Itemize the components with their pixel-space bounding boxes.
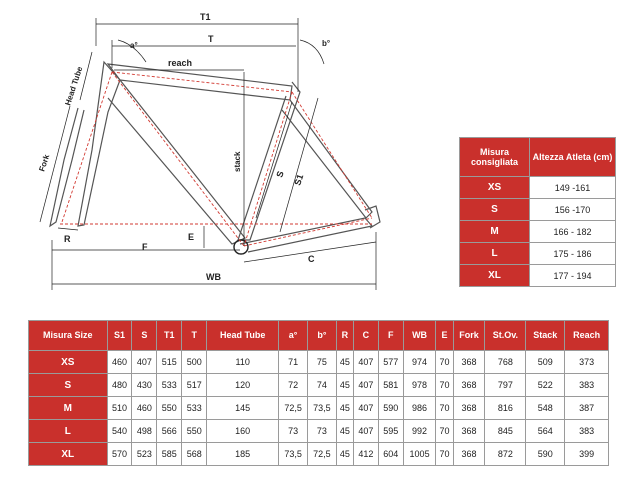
geo-header-cell: T1 xyxy=(157,321,182,351)
geo-value-cell: 460 xyxy=(107,351,132,374)
geo-value-cell: 387 xyxy=(565,397,609,420)
geo-value-cell: 45 xyxy=(336,397,353,420)
size-cell: S xyxy=(460,199,530,221)
geo-header-cell: C xyxy=(353,321,378,351)
geo-value-cell: 510 xyxy=(107,397,132,420)
geo-header-cell: Fork xyxy=(453,321,485,351)
size-row xyxy=(460,177,616,199)
geo-value-cell: 407 xyxy=(353,397,378,420)
geo-value-cell: 74 xyxy=(308,374,337,397)
geo-value-cell: 548 xyxy=(526,397,565,420)
geo-value-cell: 498 xyxy=(132,420,157,443)
geo-value-cell: 407 xyxy=(132,351,157,374)
geo-value-cell: 522 xyxy=(526,374,565,397)
geo-size-cell: S xyxy=(29,374,108,397)
frame-centerlines xyxy=(60,72,372,246)
size-row xyxy=(460,199,616,221)
dimension-lines xyxy=(40,18,376,290)
geo-value-cell: 373 xyxy=(565,351,609,374)
geo-value-cell: 160 xyxy=(207,420,279,443)
geo-header-cell: Reach xyxy=(565,321,609,351)
geo-value-cell: 566 xyxy=(157,420,182,443)
geo-value-cell: 595 xyxy=(378,420,403,443)
geo-value-cell: 45 xyxy=(336,420,353,443)
geo-header-cell: b° xyxy=(308,321,337,351)
size-table-header xyxy=(460,138,616,177)
geo-value-cell: 70 xyxy=(436,420,453,443)
geo-value-cell: 70 xyxy=(436,351,453,374)
geo-value-cell: 540 xyxy=(107,420,132,443)
geometry-row xyxy=(29,443,609,466)
geo-value-cell: 70 xyxy=(436,397,453,420)
geometry-row xyxy=(29,351,609,374)
geo-value-cell: 590 xyxy=(526,443,565,466)
geo-header-cell: Misura Size xyxy=(29,321,108,351)
geo-value-cell: 383 xyxy=(565,420,609,443)
geo-value-cell: 845 xyxy=(485,420,526,443)
geo-value-cell: 515 xyxy=(157,351,182,374)
geo-header-cell: Head Tube xyxy=(207,321,279,351)
geo-value-cell: 71 xyxy=(279,351,308,374)
geo-value-cell: 992 xyxy=(403,420,436,443)
geo-header-cell: WB xyxy=(403,321,436,351)
geo-value-cell: 568 xyxy=(182,443,207,466)
geo-value-cell: 533 xyxy=(182,397,207,420)
geo-header-cell: Stack xyxy=(526,321,565,351)
label-a-angle: a° xyxy=(130,41,138,50)
label-stack: stack xyxy=(233,151,242,172)
geo-value-cell: 570 xyxy=(107,443,132,466)
height-cell: 149 -161 xyxy=(530,177,616,199)
geo-value-cell: 75 xyxy=(308,351,337,374)
height-cell: 156 -170 xyxy=(530,199,616,221)
geo-value-cell: 120 xyxy=(207,374,279,397)
label-e: E xyxy=(188,232,195,242)
geo-value-cell: 581 xyxy=(378,374,403,397)
height-cell: 175 - 186 xyxy=(530,243,616,265)
geometry-row xyxy=(29,397,609,420)
label-reach: reach xyxy=(168,58,193,68)
geo-value-cell: 550 xyxy=(157,397,182,420)
geo-value-cell: 604 xyxy=(378,443,403,466)
geo-value-cell: 407 xyxy=(353,374,378,397)
size-cell: M xyxy=(460,221,530,243)
label-b-angle: b° xyxy=(322,39,331,48)
geo-header-cell: F xyxy=(378,321,403,351)
label-t: T xyxy=(208,34,214,44)
geo-value-cell: 70 xyxy=(436,443,453,466)
geometry-table-header xyxy=(29,321,609,351)
label-s1: S1 xyxy=(292,173,306,187)
geo-value-cell: 185 xyxy=(207,443,279,466)
geo-value-cell: 73,5 xyxy=(279,443,308,466)
header-rider-height: Altezza Atleta (cm) xyxy=(530,138,616,177)
label-f: F xyxy=(142,242,148,252)
geo-size-cell: XL xyxy=(29,443,108,466)
geo-value-cell: 590 xyxy=(378,397,403,420)
header-recommended-size: Misura consigliata xyxy=(460,138,530,177)
geo-value-cell: 1005 xyxy=(403,443,436,466)
geo-value-cell: 145 xyxy=(207,397,279,420)
geo-value-cell: 500 xyxy=(182,351,207,374)
geo-value-cell: 368 xyxy=(453,397,485,420)
rider-size-table xyxy=(459,137,616,287)
geo-value-cell: 523 xyxy=(132,443,157,466)
geo-value-cell: 368 xyxy=(453,443,485,466)
geo-value-cell: 564 xyxy=(526,420,565,443)
geo-size-cell: XS xyxy=(29,351,108,374)
geo-header-cell: S xyxy=(132,321,157,351)
size-cell: L xyxy=(460,243,530,265)
geo-value-cell: 577 xyxy=(378,351,403,374)
label-c: C xyxy=(308,254,315,264)
geo-value-cell: 399 xyxy=(565,443,609,466)
size-row xyxy=(460,265,616,287)
geo-value-cell: 585 xyxy=(157,443,182,466)
geo-value-cell: 72,5 xyxy=(279,397,308,420)
geo-value-cell: 768 xyxy=(485,351,526,374)
geo-size-cell: L xyxy=(29,420,108,443)
geo-value-cell: 73 xyxy=(279,420,308,443)
geo-value-cell: 45 xyxy=(336,351,353,374)
label-fork: Fork xyxy=(37,153,52,173)
geo-value-cell: 509 xyxy=(526,351,565,374)
geo-value-cell: 110 xyxy=(207,351,279,374)
geo-value-cell: 368 xyxy=(453,374,485,397)
label-s: S xyxy=(274,169,286,179)
geo-value-cell: 986 xyxy=(403,397,436,420)
size-cell: XS xyxy=(460,177,530,199)
geo-value-cell: 70 xyxy=(436,374,453,397)
geometry-table xyxy=(28,320,609,466)
geo-value-cell: 383 xyxy=(565,374,609,397)
height-cell: 177 - 194 xyxy=(530,265,616,287)
geo-value-cell: 816 xyxy=(485,397,526,420)
geo-value-cell: 533 xyxy=(157,374,182,397)
height-cell: 166 - 182 xyxy=(530,221,616,243)
size-row xyxy=(460,243,616,265)
label-head-tube: Head Tube xyxy=(63,65,85,107)
geo-header-cell: a° xyxy=(279,321,308,351)
size-cell: XL xyxy=(460,265,530,287)
geo-value-cell: 517 xyxy=(182,374,207,397)
geo-value-cell: 72 xyxy=(279,374,308,397)
geo-header-cell: R xyxy=(336,321,353,351)
geo-value-cell: 550 xyxy=(182,420,207,443)
geo-value-cell: 368 xyxy=(453,420,485,443)
label-t1: T1 xyxy=(200,12,211,22)
geo-header-cell: S1 xyxy=(107,321,132,351)
geo-value-cell: 460 xyxy=(132,397,157,420)
geo-value-cell: 872 xyxy=(485,443,526,466)
geo-header-cell: E xyxy=(436,321,453,351)
geo-value-cell: 45 xyxy=(336,374,353,397)
geo-size-cell: M xyxy=(29,397,108,420)
label-r: R xyxy=(64,234,71,244)
geo-value-cell: 797 xyxy=(485,374,526,397)
geo-value-cell: 45 xyxy=(336,443,353,466)
geo-value-cell: 72,5 xyxy=(308,443,337,466)
size-row xyxy=(460,221,616,243)
geo-value-cell: 412 xyxy=(353,443,378,466)
bike-frame xyxy=(50,62,380,254)
geo-value-cell: 73,5 xyxy=(308,397,337,420)
geo-header-cell: St.Ov. xyxy=(485,321,526,351)
geo-value-cell: 430 xyxy=(132,374,157,397)
geometry-row xyxy=(29,374,609,397)
geo-value-cell: 974 xyxy=(403,351,436,374)
label-wb: WB xyxy=(206,272,221,282)
geo-value-cell: 480 xyxy=(107,374,132,397)
geo-value-cell: 73 xyxy=(308,420,337,443)
geo-value-cell: 368 xyxy=(453,351,485,374)
geo-header-cell: T xyxy=(182,321,207,351)
geometry-row xyxy=(29,420,609,443)
geo-value-cell: 978 xyxy=(403,374,436,397)
geo-value-cell: 407 xyxy=(353,351,378,374)
geo-value-cell: 407 xyxy=(353,420,378,443)
